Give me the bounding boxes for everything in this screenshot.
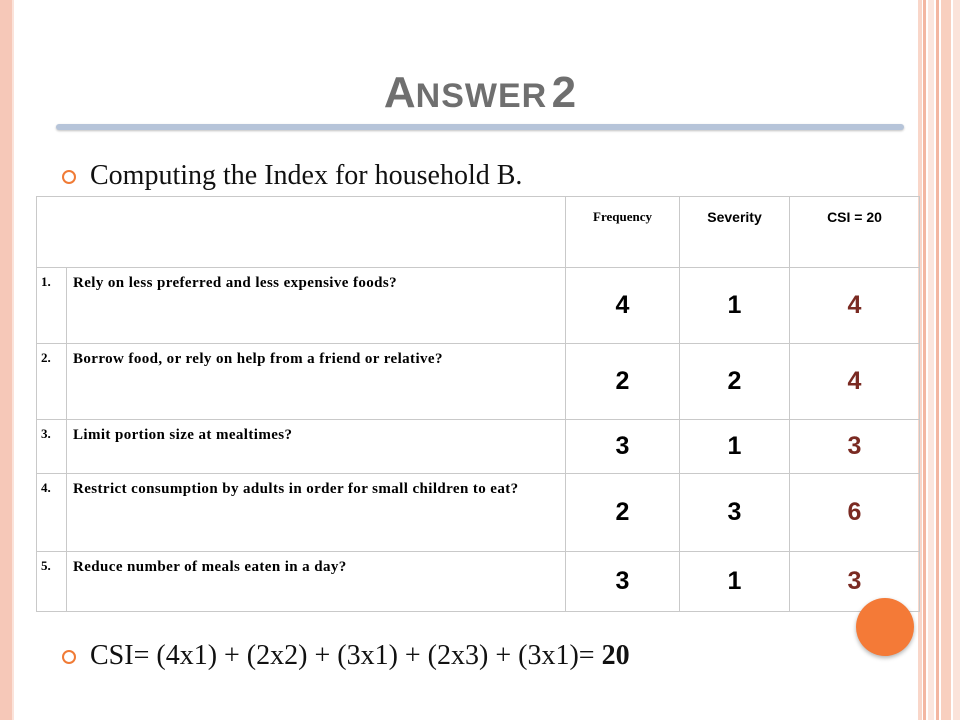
row-frequency: 2 [566, 474, 680, 552]
row-frequency: 2 [566, 344, 680, 420]
bullet-intro-text: Computing the Index for household B. [90, 160, 523, 191]
row-severity: 1 [680, 268, 790, 344]
row-severity: 1 [680, 552, 790, 612]
formula-result: 20 [601, 640, 630, 671]
row-number: 2. [37, 344, 67, 420]
header-severity: Severity [680, 197, 790, 268]
row-question: Rely on less preferred and less expensive foods? [67, 268, 566, 344]
bullet-formula [62, 640, 630, 672]
row-csi: 3 [790, 420, 920, 474]
row-number: 4. [37, 474, 67, 552]
row-number: 1. [37, 268, 67, 344]
slide-title [0, 68, 960, 118]
decorative-orange-circle [856, 598, 914, 656]
row-severity: 1 [680, 420, 790, 474]
row-question: Reduce number of meals eaten in a day? [67, 552, 566, 612]
row-severity: 2 [680, 344, 790, 420]
table-row [37, 552, 920, 612]
header-csi: CSI = 20 [790, 197, 920, 268]
row-frequency: 4 [566, 268, 680, 344]
bullet-icon [62, 650, 76, 664]
row-frequency: 3 [566, 420, 680, 474]
table-row [37, 474, 920, 552]
table-header-row [37, 197, 920, 268]
row-question: Borrow food, or rely on help from a friend or relative? [67, 344, 566, 420]
csi-table [36, 196, 920, 612]
row-frequency: 3 [566, 552, 680, 612]
header-blank-cell [37, 197, 566, 268]
row-number: 3. [37, 420, 67, 474]
header-frequency: Frequency [566, 197, 680, 268]
row-csi: 4 [790, 268, 920, 344]
title-number: 2 [551, 68, 577, 117]
formula-text: CSI= (4x1) + (2x2) + (3x1) + (2x3) + (3x1)= [90, 640, 602, 671]
bullet-icon [62, 170, 76, 184]
row-number: 5. [37, 552, 67, 612]
row-question: Limit portion size at mealtimes? [67, 420, 566, 474]
row-question: Restrict consumption by adults in order for small children to eat? [67, 474, 566, 552]
row-csi: 6 [790, 474, 920, 552]
table-row [37, 268, 920, 344]
row-csi: 4 [790, 344, 920, 420]
title-underline [56, 124, 904, 130]
title-first-letter: A [383, 68, 416, 117]
table-row [37, 420, 920, 474]
title-rest: NSWER [415, 77, 548, 115]
row-severity: 3 [680, 474, 790, 552]
table-row [37, 344, 920, 420]
row-csi: 3 [790, 552, 920, 612]
bullet-intro [62, 160, 522, 192]
